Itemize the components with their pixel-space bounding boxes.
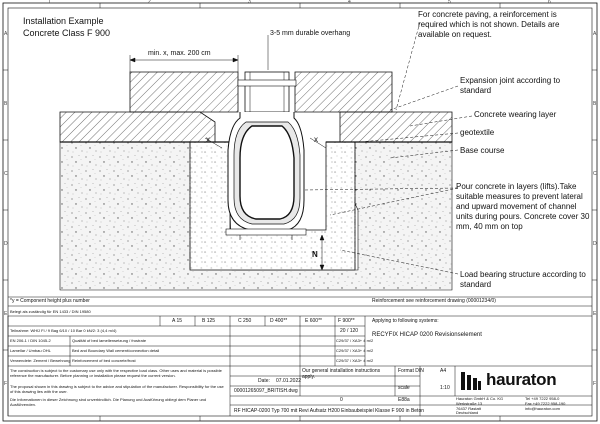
row2-value: 20 / 120 (340, 328, 359, 334)
disclaimer-1: The construction is subject to the customary use only with the respective load class. Other uses and material is possible reference the manufacturer. Before planning or installation please request the current version. (10, 368, 222, 378)
x-mark-left: x (206, 135, 210, 144)
applying-header: Applying to following systems: (372, 318, 439, 324)
format-label: Format DIN (398, 368, 424, 374)
row-mark-e-right: E (593, 311, 597, 317)
column-mark-5: 5 (448, 0, 451, 5)
top-slab-left (130, 72, 238, 112)
disclaimer-3: Die Informationen in dieser Zeichnung sind unverbindlich. Die Planung und Ausführung obliegt dem Planer und Ausführenden. (10, 397, 207, 407)
company-line-3: 76437 Rastatt (456, 406, 481, 411)
n-mark: N (312, 250, 318, 259)
row-mark-d: D (4, 241, 8, 247)
load-class-f900: F 900** (338, 318, 355, 324)
sub-value-2: Bed and Boundary Wall cement/connection detail (72, 348, 160, 353)
overhang-label: 3-5 mm durable overhang (270, 30, 351, 37)
company-line-4: Deutschland (456, 410, 479, 415)
revision-number: 0 (340, 397, 343, 403)
sheet-code: E88a (398, 397, 410, 403)
paving-note: For concrete paving, a reinforcement is required which is not shown. Details are available on request. (418, 10, 560, 39)
footnote: *y = Component height plus number (10, 298, 90, 304)
row-mark-e: E (4, 311, 8, 317)
geotextile-label: geotextile (460, 128, 495, 137)
load-class-a15: A 15 (172, 318, 183, 324)
sub-label-3: Verwendete: Zement / Bewehrung (10, 358, 71, 363)
contact-line-1: Tel +49 7222 958-0 (525, 396, 560, 401)
sub-value-3: Reinforcement of bed concrete/frost (72, 358, 136, 363)
wearing-layer-right (340, 112, 452, 142)
load-class-b125: B 125 (202, 318, 216, 324)
row-mark-f: F (4, 381, 8, 387)
system-name: RECYFIX HICAP 0200 Revisionselement (372, 332, 482, 338)
general-install-note: Our general installation instructions apply. (302, 368, 381, 380)
date-value: 07.01.2022 (276, 378, 302, 384)
column-mark-2: 2 (148, 0, 151, 5)
row2-label: Teilnahme: WHÜ Fl / 9 Bag 6/10 / 10 Bar 0 kN/2: 3 (4,4 m/4) (10, 328, 117, 333)
disclaimer-2: The proposal shown in this drawing is subject to the advice and stipulation of the manufacturer. Responsibility for the use of this drawing lies with the user. (10, 384, 224, 394)
top-slab-right (295, 72, 392, 112)
footer-caption: RF HICAP-0200 Typ 700 mit Revi Aufsatz H200 Einbaubeispiel Klasse F 900 in Beton (234, 408, 425, 414)
column-mark-3: 3 (248, 0, 251, 5)
load-class-c250: C 250 (238, 318, 252, 324)
reinforcement-reference: Reinforcement see reinforcement drawing (00001234/0) (372, 298, 496, 304)
row-mark-f-right: F (593, 381, 597, 387)
code-1: C29/37 / XA3+ 4 m/2 (336, 338, 374, 343)
column-mark-6: 6 (548, 0, 551, 5)
document-number: 00001265097_BRITISH.dwg (234, 388, 298, 394)
sub-label-1: EN 206-1 / DIN 1045-2 (10, 338, 51, 343)
row-mark-a-right: A (593, 31, 597, 37)
row-mark-d-right: D (593, 241, 597, 247)
hauraton-mark-icon (460, 371, 482, 391)
code-2: C29/37 / XA3+ 4 m/2 (336, 348, 374, 353)
column-mark-4: 4 (348, 0, 351, 5)
drawing-title: Installation Example (23, 16, 104, 26)
format-value: A4 (440, 368, 447, 374)
row-mark-c: C (4, 171, 8, 177)
load-class-d400: D 400** (270, 318, 288, 324)
brand-logo (460, 369, 590, 393)
code-3: C29/37 / XA3+ 4 m/2 (336, 358, 374, 363)
drawing-subtitle: Concrete Class F 900 (23, 28, 111, 38)
wearing-layer-label: Concrete wearing layer (474, 110, 557, 119)
wearing-layer-left (60, 112, 215, 142)
row-mark-b: B (4, 101, 8, 107)
load-bearing-label: Load bearing structure according to standard (460, 270, 586, 289)
row-mark-b-right: B (593, 101, 597, 107)
contact-line-2: Fax +49 7222 958-190 (525, 401, 566, 406)
row-mark-c-right: C (593, 171, 597, 177)
column-mark-1: 1 (48, 0, 51, 5)
sub-label-2: Lamellar / Umbau OHL (10, 348, 51, 353)
base-course-label: Base course (460, 146, 505, 155)
company-line-2: Werkstraße 13 (456, 401, 483, 406)
x-mark-right: x (314, 135, 318, 144)
pour-note: Pour concrete in layers (lifts).Take suitable measures to prevent lateral and upward movement of channel units during pours. Concrete cover 30 mm, 40 mm on top (456, 182, 590, 231)
load-class-e600: E 600** (305, 318, 322, 324)
row-mark-a: A (4, 31, 8, 37)
distance-label: min. x, max. 200 cm (148, 50, 211, 57)
company-line-1: Hauraton GmbH & Co. KG (456, 396, 504, 401)
expansion-joint-label: Expansion joint according to standard (460, 76, 561, 95)
scale-label: scale (398, 385, 410, 391)
sub-value-1: Qualität of bed lamellensetzung / frostrate (72, 338, 147, 343)
scale-value: 1:10 (440, 385, 450, 391)
contact-line-3: info@hauraton.com (525, 406, 560, 411)
date-label: Date: (258, 378, 270, 384)
brand-name: hauraton (486, 370, 557, 389)
row1-label: Belegt als zuständig für EN 1433 / DIN 19580 (10, 309, 91, 314)
